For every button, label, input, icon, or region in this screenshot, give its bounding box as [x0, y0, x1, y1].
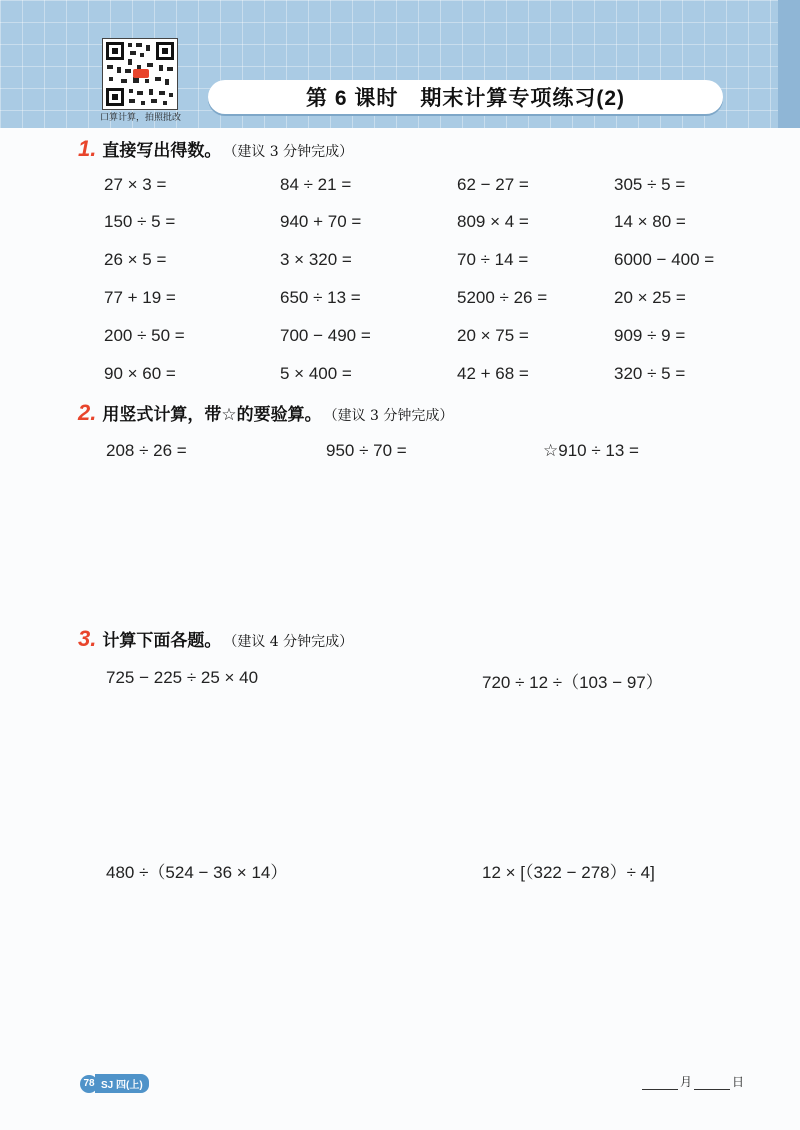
oral-problem: 320 ÷ 5 =	[614, 364, 686, 383]
qr-caption: 口算计算，拍照批改	[100, 112, 182, 122]
day-label: 日	[731, 1075, 744, 1089]
oral-problem: 200 ÷ 50 =	[104, 326, 185, 345]
lesson-title: 期末计算专项练习(2)	[420, 87, 626, 110]
oral-problem: 27 × 3 =	[104, 175, 167, 194]
section-number: 3.	[78, 626, 97, 651]
grade-tag: SJ 四(上)	[95, 1074, 149, 1093]
section-number: 1.	[78, 136, 97, 161]
oral-problem: 20 × 25 =	[614, 288, 686, 307]
mixed-operation-problem: 725 − 225 ÷ 25 × 40	[106, 668, 259, 687]
section-2-heading	[78, 400, 453, 426]
oral-problem: 3 × 320 =	[280, 250, 352, 269]
oral-problem: 70 ÷ 14 =	[457, 250, 529, 269]
section-title: 直接写出得数。	[102, 141, 222, 160]
section-time-note: （建议 3 分钟完成）	[323, 408, 454, 424]
mixed-operation-problem: 12 × [（322 − 278）÷ 4]	[482, 863, 655, 882]
vertical-division-problem: 950 ÷ 70 =	[326, 441, 407, 460]
oral-problem: 20 × 75 =	[457, 326, 529, 345]
oral-problem: 5200 ÷ 26 =	[457, 288, 548, 307]
mixed-operation-problem: 480 ÷（524 − 36 × 14）	[106, 863, 288, 882]
oral-problem: 26 × 5 =	[104, 250, 167, 269]
lesson-title-bar	[208, 80, 723, 114]
oral-problem: 5 × 400 =	[280, 364, 352, 383]
oral-problem: 909 ÷ 9 =	[614, 326, 686, 345]
oral-problem: 62 − 27 =	[457, 175, 529, 194]
oral-problem: 14 × 80 =	[614, 212, 686, 231]
section-3-heading	[78, 626, 353, 652]
oral-problem: 940 + 70 =	[280, 212, 362, 231]
oral-problem: 150 ÷ 5 =	[104, 212, 176, 231]
oral-problem: 305 ÷ 5 =	[614, 175, 686, 194]
date-fill-in	[640, 1073, 744, 1090]
oral-problem: 42 + 68 =	[457, 364, 529, 383]
day-blank[interactable]	[694, 1077, 730, 1090]
oral-problem: 90 × 60 =	[104, 364, 176, 383]
qr-code-icon[interactable]	[102, 38, 178, 110]
right-edge-strip	[778, 0, 800, 128]
oral-problem: 809 × 4 =	[457, 212, 529, 231]
oral-problem: 84 ÷ 21 =	[280, 175, 352, 194]
page-badge	[80, 1074, 149, 1093]
page-number: 78	[80, 1075, 98, 1093]
oral-problem: 77 + 19 =	[104, 288, 176, 307]
oral-problem: 650 ÷ 13 =	[280, 288, 361, 307]
oral-problem: 6000 − 400 =	[614, 250, 715, 269]
oral-problem: 700 − 490 =	[280, 326, 371, 345]
month-blank[interactable]	[642, 1077, 678, 1090]
lesson-number: 第 6 课时	[305, 87, 399, 110]
month-label: 月	[679, 1075, 692, 1089]
section-title: 用竖式计算，带☆的要验算。	[102, 405, 322, 424]
vertical-division-problem: 208 ÷ 26 =	[106, 441, 187, 460]
section-time-note: （建议 3 分钟完成）	[223, 144, 354, 160]
mixed-operation-problem: 720 ÷ 12 ÷（103 − 97）	[482, 673, 663, 692]
vertical-division-problem: ☆910 ÷ 13 =	[543, 441, 639, 460]
section-title: 计算下面各题。	[102, 631, 222, 650]
section-number: 2.	[78, 400, 97, 425]
section-1-heading	[78, 136, 353, 162]
section-time-note: （建议 4 分钟完成）	[223, 634, 354, 650]
